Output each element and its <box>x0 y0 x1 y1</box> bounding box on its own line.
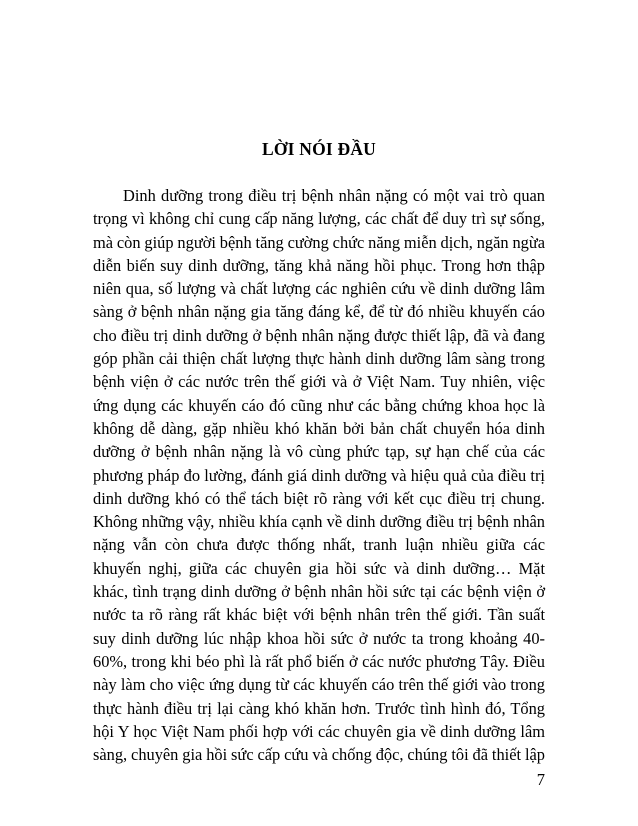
page-number: 7 <box>536 770 545 789</box>
page-title: LỜI NÓI ĐẦU <box>261 139 377 159</box>
body-paragraph: Dinh dưỡng trong điều trị bệnh nhân nặng có một vai trò quan trọng vì không chỉ cung cấp năng lượng, các chất để duy trì sự sống, mà còn giúp người bệnh tăng cường chức năng miễn dịch, ngăn ngừa diễn biến suy dinh dưỡng, tăng khả năng hồi phục. Trong hơn thập niên qua, số lượng và chất lượng các nghiên cứu về dinh dưỡng lâm sàng ở bệnh nhân nặng gia tăng đáng kể, để từ đó nhiều khuyến cáo cho điều trị dinh dưỡng ở bệnh nhân nặng được thiết lập, đã và đang góp phần cải thiện chất lượng thực hành dinh dưỡng lâm sàng trong bệnh viện ở các nước trên thế giới và ở Việt Nam. Tuy nhiên, việc ứng dụng các khuyến cáo đó cũng như các bằng chứng khoa học là không dễ dàng, gặp nhiều khó khăn bởi bản chất chuyển hóa dinh dưỡng ở bệnh nhân nặng là vô cùng phức tạp, sự hạn chế của các phương pháp đo lường, đánh giá dinh dưỡng và hiệu quả của điều trị dinh dưỡng khó có thể tách biệt rõ ràng với kết cục điều trị chung. Không những vậy, nhiều khía cạnh về dinh dưỡng điều trị bệnh nhân nặng vẫn còn chưa được thống nhất, tranh luận nhiều giữa các khuyến nghị, giữa các chuyên gia hồi sức và dinh dưỡng… Mặt khác, tình trạng dinh dưỡng ở bệnh nhân hồi sức tại các bệnh viện ở nước ta rõ ràng rất khác biệt với bệnh nhân trên thế giới. Tần suất suy dinh dưỡng lúc nhập khoa hồi sức ở nước ta trong khoảng 40-60%, trong khi béo phì là rất phổ biến ở các nước phương Tây. Điều này làm cho việc ứng dụng từ các khuyến cáo trên thế giới vào trong thực hành điều trị lại càng khó khăn hơn. Trước tình hình đó, Tổng hội Y học Việt Nam phối hợp với các chuyên gia về dinh dưỡng lâm sàng, chuyên gia hồi sức cấp cứu và chống độc, chúng tôi đã thiết lập <box>93 186 545 765</box>
